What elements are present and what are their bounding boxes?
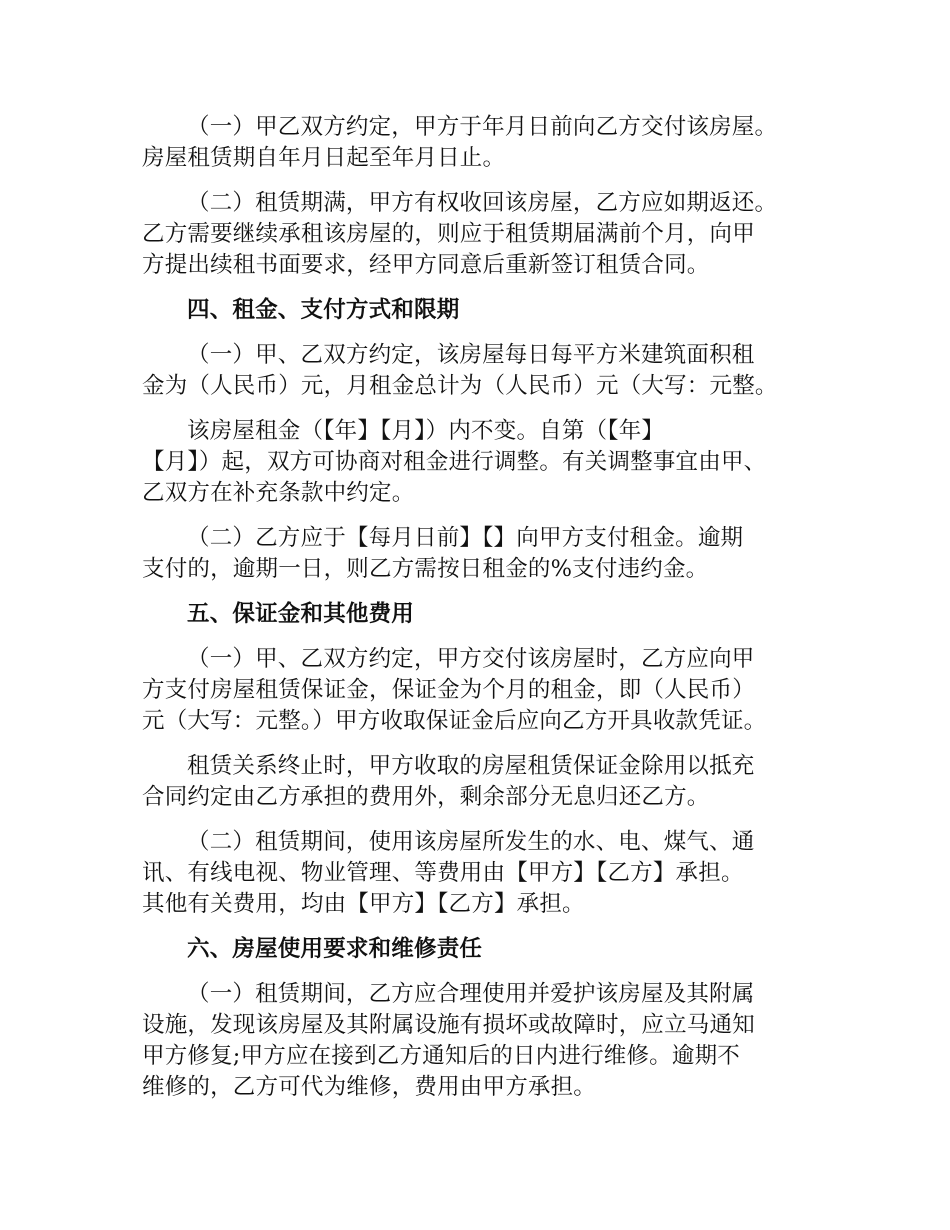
section-heading-deposit: 五、保证金和其他费用 bbox=[187, 601, 415, 627]
clause-4-1-rent-adjustment: 该房屋租金（【年】【月】）内不变。自第（【年】 【月】）起，双方可协商对租金进行调整。有关调整事宜由甲、 乙双方在补充条款中约定。 bbox=[142, 418, 767, 506]
clause-4-2-payment: （二）乙方应于【每月日前】【】向甲方支付租金。逾期 支付的，逾期一日，则乙方需按日租金的%支付违约金。 bbox=[142, 525, 744, 582]
clause-6-1-repair: （一）租赁期间，乙方应合理使用并爱护该房屋及其附属 设施，发现该房屋及其附属设施有损坏或故障时，应立马通知 甲方修复;甲方应在接到乙方通知后的日内进行维修。逾期不 维修的，乙方可代为维修，费用由甲方承担。 bbox=[142, 981, 755, 1100]
document-page bbox=[142, 112, 832, 1117]
clause-5-2-fees: （二）租赁期间，使用该房屋所发生的水、电、煤气、通 讯、有线电视、物业管理、等费用由【甲方】【乙方】承担。 其他有关费用，均由【甲方】【乙方】承担。 bbox=[142, 829, 755, 917]
section-heading-usage-repair: 六、房屋使用要求和维修责任 bbox=[187, 936, 483, 962]
clause-4-1-rent-amount: （一）甲、乙双方约定，该房屋每日每平方米建筑面积租 金为（人民币）元，月租金总计为（人民币）元（大写：元整。 bbox=[142, 342, 778, 399]
clause-5-1-deposit: （一）甲、乙双方约定，甲方交付该房屋时，乙方应向甲 方支付房屋租赁保证金，保证金为个月的租金，即（人民币） 元（大写：元整。）甲方收取保证金后应向乙方开具收款凭证。 bbox=[142, 646, 767, 734]
clause-1-2-renewal: （二）租赁期满，甲方有权收回该房屋，乙方应如期返还。 乙方需要继续承租该房屋的，则应于租赁期届满前个月，向甲 方提出续租书面要求，经甲方同意后重新签订租赁合同。 bbox=[142, 190, 778, 278]
clause-1-1-delivery: （一）甲乙双方约定，甲方于年月日前向乙方交付该房屋。 房屋租赁期自年月日起至年月日止。 bbox=[142, 114, 778, 171]
section-heading-rent: 四、租金、支付方式和限期 bbox=[187, 297, 460, 323]
clause-5-1-deposit-refund: 租赁关系终止时，甲方收取的房屋租赁保证金除用以抵充 合同约定由乙方承担的费用外，剩余部分无息归还乙方。 bbox=[142, 753, 755, 810]
